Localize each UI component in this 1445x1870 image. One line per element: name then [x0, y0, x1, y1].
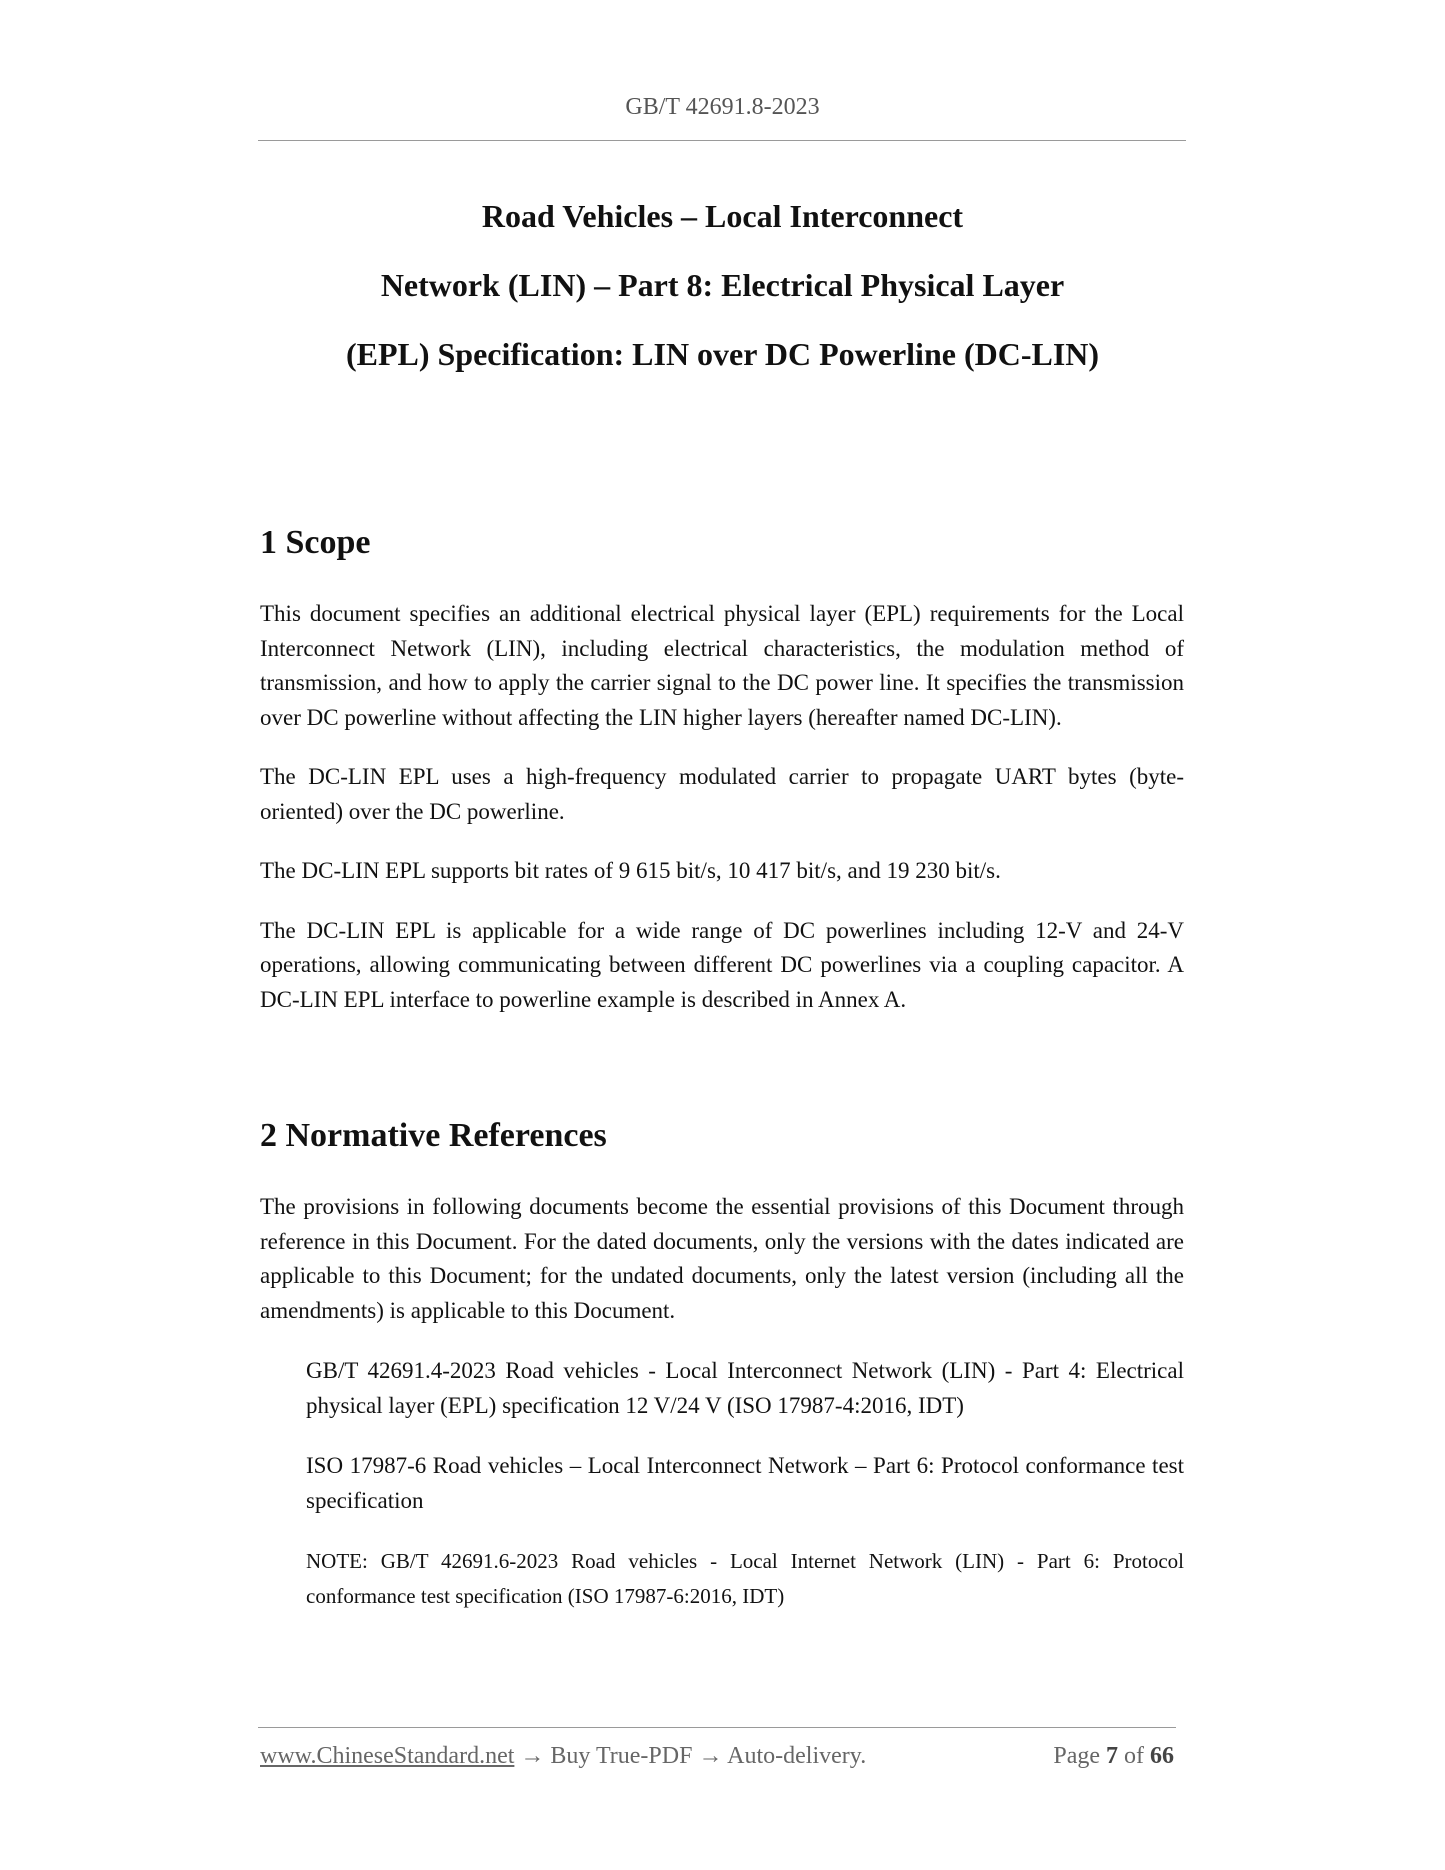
references-intro: The provisions in following documents become the essential provisions of this Document through reference in this Document. For the dated documents, only the versions with the dates indicated are applicable to this Document; for the undated documents, only the latest version (including all the amendments) is applicable to this Document. — [260, 1194, 1184, 1323]
section-heading-normative-references: 2 Normative References — [260, 1117, 607, 1154]
current-page-number: 7 — [1106, 1743, 1118, 1769]
total-pages: 66 — [1150, 1743, 1174, 1769]
scope-paragraph-1: This document specifies an additional electrical physical layer (EPL) requirements for the Local Interconnect Network (LIN), including electrical characteristics, the modulation method of transmission, and how to apply the carrier signal to the DC power line. It specifies the transmission over DC powerline without affecting the LIN higher layers (hereafter named DC-LIN). — [260, 601, 1184, 730]
section-normative-references — [260, 1116, 1184, 1613]
title-line-3: (EPL) Specification: LIN over DC Powerline (DC-LIN) — [345, 336, 1100, 372]
auto-delivery-text: Auto-delivery. — [727, 1743, 867, 1769]
reference-item: GB/T 42691.4-2023 Road vehicles - Local Interconnect Network (LIN) - Part 4: Electrical physical layer (EPL) specification 12 V/24 V (ISO 17987-4:2016, IDT) — [306, 1358, 1184, 1418]
scope-paragraph-2: The DC-LIN EPL uses a high-frequency modulated carrier to propagate UART bytes (byte-oriented) over the DC powerline. — [260, 764, 1184, 824]
document-code-header: GB/T 42691.8-2023 — [625, 94, 820, 120]
scope-paragraph-3: The DC-LIN EPL supports bit rates of 9 615 bit/s, 10 417 bit/s, and 19 230 bit/s. — [260, 858, 1001, 883]
title-line-2: Network (LIN) – Part 8: Electrical Physical Layer — [380, 267, 1065, 303]
of-label: of — [1124, 1743, 1144, 1769]
reference-note: NOTE: GB/T 42691.6-2023 Road vehicles - Local Internet Network (LIN) - Part 6: Protocol conformance test specification (ISO 17987-6:2016, IDT) — [306, 1549, 1184, 1608]
page-footer — [260, 1743, 1174, 1770]
document-title — [0, 188, 1445, 395]
arrow-right-icon: → — [520, 1743, 545, 1769]
scope-paragraph-4: The DC-LIN EPL is applicable for a wide range of DC powerlines including 12-V and 24-V operations, allowing communicating between different DC powerlines via a coupling capacitor. A DC-LIN EPL interface to powerline example is described in Annex A. — [260, 917, 1184, 1012]
title-line-1: Road Vehicles – Local Interconnect — [481, 198, 964, 234]
reference-item: ISO 17987-6 Road vehicles – Local Interconnect Network – Part 6: Protocol conformance test specification — [306, 1453, 1184, 1513]
page-label: Page — [1053, 1743, 1100, 1769]
section-scope — [260, 523, 1184, 1017]
arrow-right-icon: → — [698, 1743, 723, 1769]
buy-true-pdf-text: Buy True-PDF — [550, 1743, 693, 1769]
page-indicator — [1053, 1743, 1174, 1770]
footer-divider — [258, 1727, 1176, 1728]
header-divider — [258, 140, 1186, 141]
section-heading-scope: 1 Scope — [260, 524, 371, 561]
site-link[interactable]: www.ChineseStandard.net — [260, 1743, 515, 1769]
